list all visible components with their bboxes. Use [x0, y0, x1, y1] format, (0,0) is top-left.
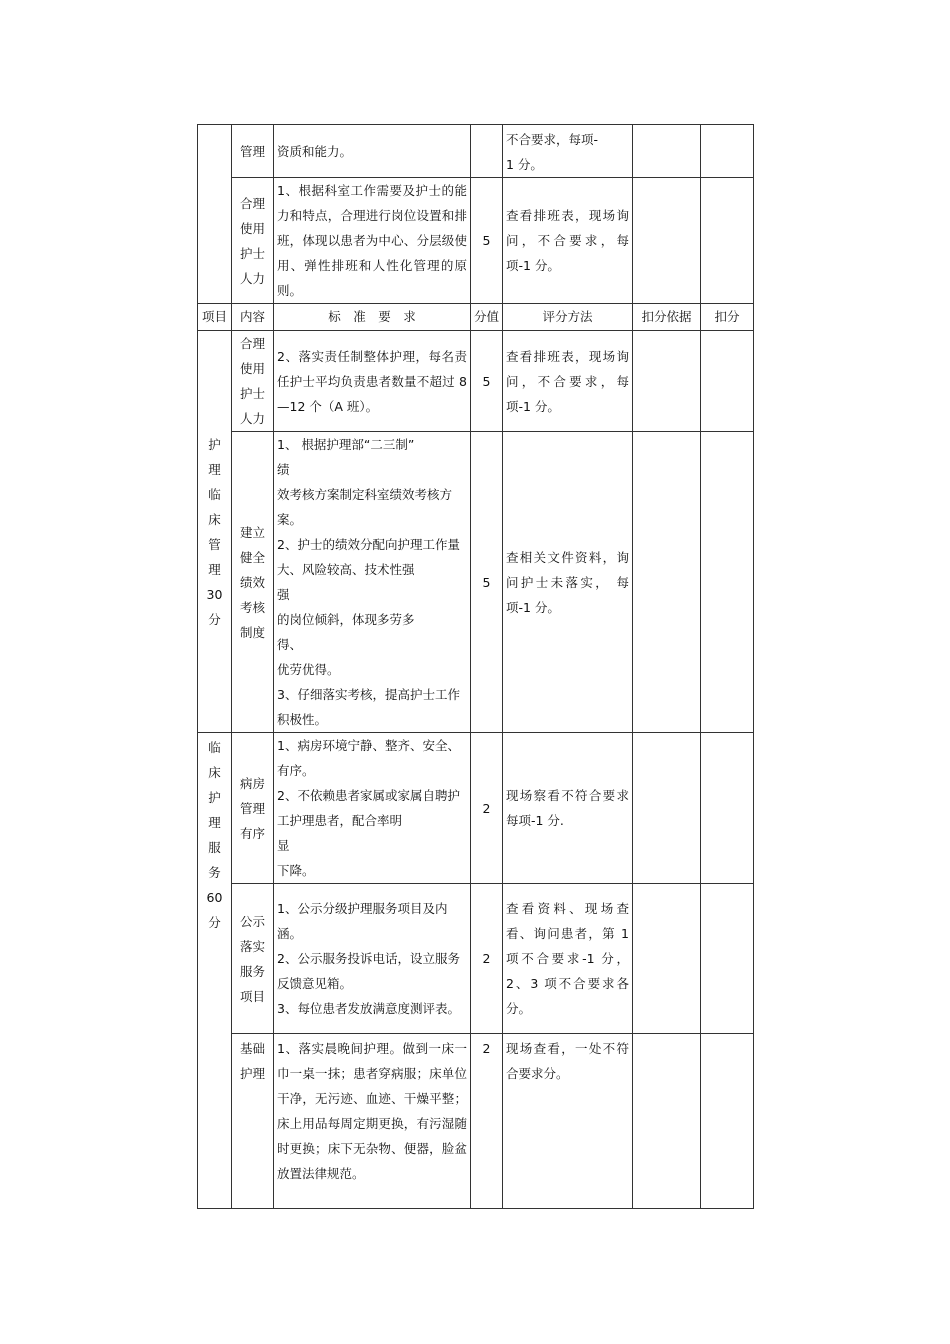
basis-cell: [633, 884, 701, 1034]
table-row: [198, 1034, 754, 1209]
content-cell: 管理: [232, 125, 274, 178]
deduct-cell: [701, 733, 754, 884]
standard-cell: 资质和能力。: [274, 125, 471, 178]
standard-cell: 1、 根据护理部“二三制” 绩 效考核方案制定科室绩效考核方案。 2、护士的绩效分配向护理工作量大、风险较高、技术性强 强 的岗位倾斜，体现多劳多 得、 优劳优得。 3、仔细落实考核，提高护士工作积极性。: [274, 432, 471, 733]
header-score: 分值: [471, 304, 503, 331]
method-cell: 不合要求，每项- 1 分。: [503, 125, 633, 178]
score-cell: 5: [471, 331, 503, 432]
standard-cell: 2、落实责任制整体护理，每名责任护士平均负责患者数量不超过 8—12 个（A 班）。: [274, 331, 471, 432]
score-cell: 2: [471, 1034, 503, 1209]
content-cell: 建立 健全 绩效 考核 制度: [232, 432, 274, 733]
project-group-nursing-service: 临 床 护 理 服 务 60 分: [198, 733, 232, 1209]
method-cell: 查看排班表，现场询问，不合要求，每项-1 分。: [503, 178, 633, 304]
score-cell: 5: [471, 432, 503, 733]
basis-cell: [633, 331, 701, 432]
table-row: [198, 331, 754, 432]
header-content: 内容: [232, 304, 274, 331]
project-cell-empty: [198, 125, 232, 304]
method-cell: 查相关文件资料，询问护士未落实， 每项-1 分。: [503, 432, 633, 733]
basis-cell: [633, 125, 701, 178]
basis-cell: [633, 178, 701, 304]
content-cell: 病房 管理 有序: [232, 733, 274, 884]
standard-cell: 1、公示分级护理服务项目及内涵。 2、公示服务投诉电话，设立服务反馈意见箱。 3、每位患者发放满意度测评表。: [274, 884, 471, 1034]
table-row: [198, 178, 754, 304]
table-header-row: [198, 304, 754, 331]
method-cell: 查看资料、现场查看、询问患者，第 1 项不合要求-1 分，2、3 项不合要求各分。: [503, 884, 633, 1034]
evaluation-table: [197, 124, 754, 1209]
deduct-cell: [701, 884, 754, 1034]
deduct-cell: [701, 178, 754, 304]
standard-cell: 1、根据科室工作需要及护士的能力和特点，合理进行岗位设置和排班，体现以患者为中心、分层级使用、弹性排班和人性化管理的原则。: [274, 178, 471, 304]
content-cell: 合理 使用 护士 人力: [232, 331, 274, 432]
method-cell: 现场察看不符合要求每项-1 分.: [503, 733, 633, 884]
header-deduct: 扣分: [701, 304, 754, 331]
content-cell: 合理 使用 护士 人力: [232, 178, 274, 304]
header-basis: 扣分依据: [633, 304, 701, 331]
content-cell: 公示 落实 服务 项目: [232, 884, 274, 1034]
deduct-cell: [701, 331, 754, 432]
deduct-cell: [701, 432, 754, 733]
score-cell: 2: [471, 884, 503, 1034]
header-standard: 标 准 要 求: [274, 304, 471, 331]
deduct-cell: [701, 1034, 754, 1209]
score-cell: 2: [471, 733, 503, 884]
header-method: 评分方法: [503, 304, 633, 331]
method-cell: 查看排班表，现场询问，不合要求，每项-1 分。: [503, 331, 633, 432]
standard-cell: 1、病房环境宁静、整齐、安全、有序。 2、不依赖患者家属或家属自聘护工护理患者，配合率明 显 下降。: [274, 733, 471, 884]
project-group-nursing-management: 护 理 临 床 管 理 30 分: [198, 331, 232, 733]
standard-cell: 1、落实晨晚间护理。做到一床一巾一桌一抹；患者穿病服；床单位干净，无污迹、血迹、干燥平整；床上用品每周定期更换，有污湿随时更换；床下无杂物、便器，脸盆放置法律规范。: [274, 1034, 471, 1209]
table-row: [198, 125, 754, 178]
basis-cell: [633, 1034, 701, 1209]
table-row: [198, 432, 754, 733]
table-row: [198, 733, 754, 884]
basis-cell: [633, 432, 701, 733]
score-cell: [471, 125, 503, 178]
basis-cell: [633, 733, 701, 884]
table-row: [198, 884, 754, 1034]
method-cell: 现场查看，一处不符合要求分。: [503, 1034, 633, 1209]
score-cell: 5: [471, 178, 503, 304]
content-cell: 基础 护理: [232, 1034, 274, 1209]
header-project: 项目: [198, 304, 232, 331]
deduct-cell: [701, 125, 754, 178]
